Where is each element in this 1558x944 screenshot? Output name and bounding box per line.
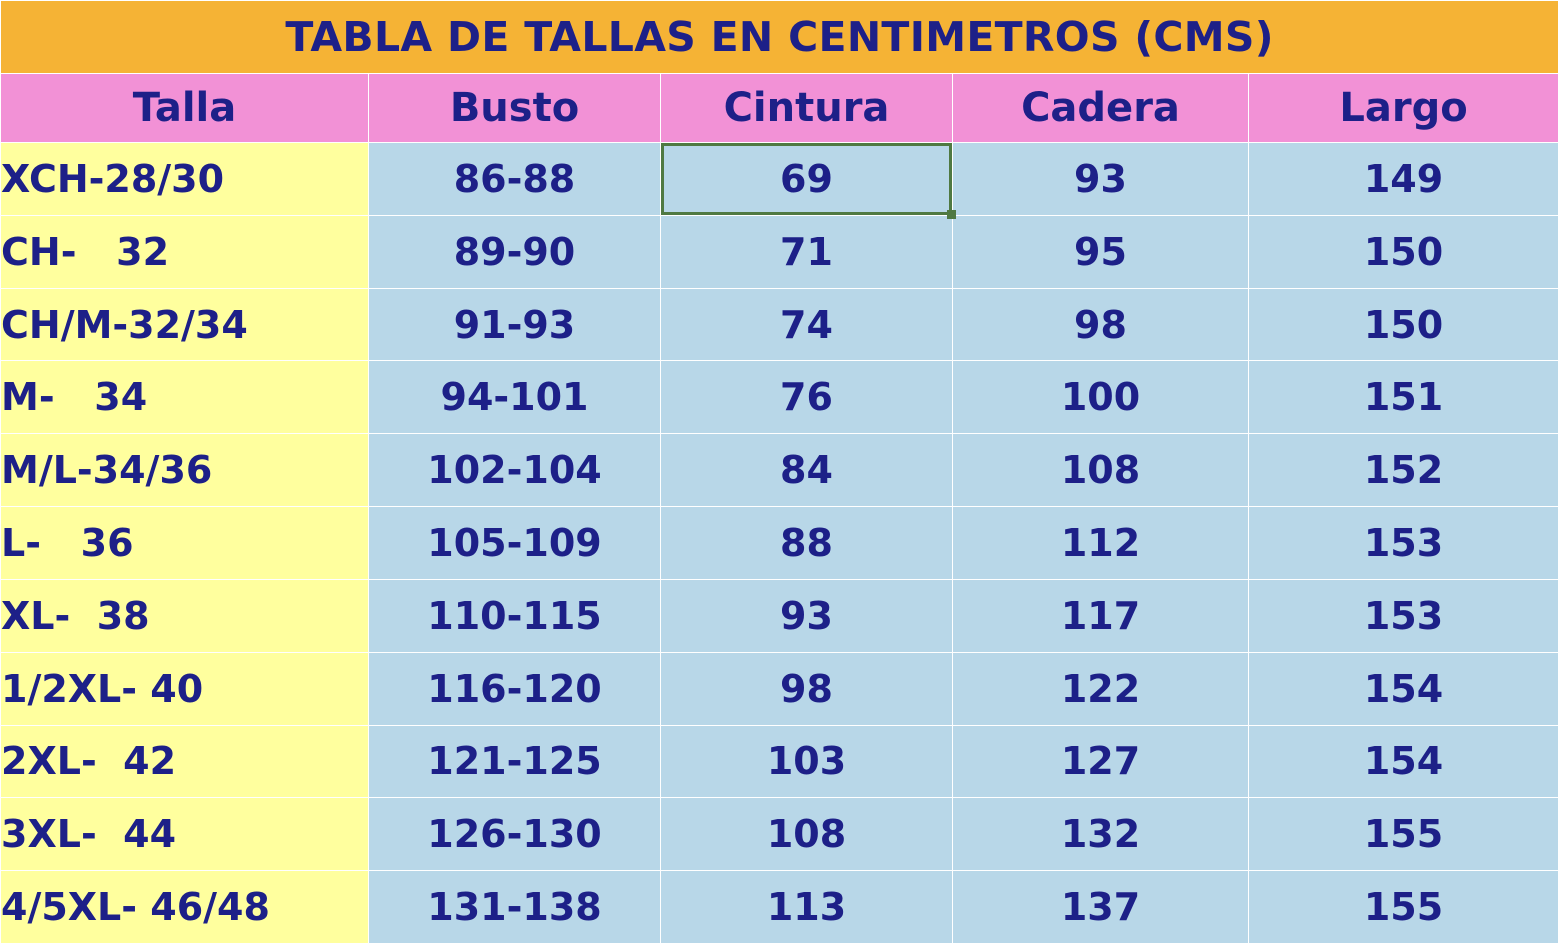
cell-cintura[interactable]: 98 — [661, 652, 953, 725]
cell-busto[interactable]: 126-130 — [369, 798, 661, 871]
cell-cadera[interactable]: 93 — [953, 143, 1249, 216]
cell-talla[interactable]: XL- 38 — [1, 579, 369, 652]
cell-talla[interactable]: M/L-34/36 — [1, 434, 369, 507]
column-header-largo: Largo — [1249, 74, 1558, 143]
cell-cadera[interactable]: 112 — [953, 507, 1249, 580]
column-header-busto: Busto — [369, 74, 661, 143]
cell-largo[interactable]: 153 — [1249, 507, 1558, 580]
cell-largo[interactable]: 151 — [1249, 361, 1558, 434]
cell-largo[interactable]: 149 — [1249, 143, 1558, 216]
table-row — [1, 143, 1558, 216]
cell-talla[interactable]: M- 34 — [1, 361, 369, 434]
table-title-row — [1, 1, 1558, 74]
cell-talla[interactable]: 2XL- 42 — [1, 725, 369, 798]
cell-busto[interactable]: 116-120 — [369, 652, 661, 725]
table-row — [1, 725, 1558, 798]
cell-talla[interactable]: CH- 32 — [1, 215, 369, 288]
cell-cintura[interactable]: 93 — [661, 579, 953, 652]
table-body — [1, 143, 1558, 944]
cell-talla[interactable]: L- 36 — [1, 507, 369, 580]
cell-busto[interactable]: 105-109 — [369, 507, 661, 580]
cell-cadera[interactable]: 100 — [953, 361, 1249, 434]
cell-cadera[interactable]: 127 — [953, 725, 1249, 798]
cell-cintura[interactable]: 74 — [661, 288, 953, 361]
table-row — [1, 652, 1558, 725]
cell-cadera[interactable]: 137 — [953, 871, 1249, 944]
cell-busto[interactable]: 102-104 — [369, 434, 661, 507]
cell-cintura[interactable]: 69 — [661, 143, 953, 216]
table-row — [1, 215, 1558, 288]
table-row — [1, 871, 1558, 944]
table-row — [1, 288, 1558, 361]
cell-talla[interactable]: 3XL- 44 — [1, 798, 369, 871]
cell-largo[interactable]: 150 — [1249, 288, 1558, 361]
cell-busto[interactable]: 89-90 — [369, 215, 661, 288]
cell-largo[interactable]: 150 — [1249, 215, 1558, 288]
cell-busto[interactable]: 110-115 — [369, 579, 661, 652]
cell-busto[interactable]: 121-125 — [369, 725, 661, 798]
cell-busto[interactable]: 86-88 — [369, 143, 661, 216]
cell-cadera[interactable]: 108 — [953, 434, 1249, 507]
cell-cintura[interactable]: 113 — [661, 871, 953, 944]
table-row — [1, 434, 1558, 507]
table-title: TABLA DE TALLAS EN CENTIMETROS (CMS) — [1, 1, 1558, 74]
cell-cintura[interactable]: 103 — [661, 725, 953, 798]
cell-talla[interactable]: 4/5XL- 46/48 — [1, 871, 369, 944]
cell-cintura[interactable]: 84 — [661, 434, 953, 507]
cell-largo[interactable]: 152 — [1249, 434, 1558, 507]
cell-cintura[interactable]: 108 — [661, 798, 953, 871]
cell-cintura[interactable]: 71 — [661, 215, 953, 288]
cell-cadera[interactable]: 95 — [953, 215, 1249, 288]
cell-talla[interactable]: XCH-28/30 — [1, 143, 369, 216]
cell-largo[interactable]: 155 — [1249, 871, 1558, 944]
cell-talla[interactable]: 1/2XL- 40 — [1, 652, 369, 725]
table-row — [1, 507, 1558, 580]
cell-cadera[interactable]: 98 — [953, 288, 1249, 361]
cell-talla[interactable]: CH/M-32/34 — [1, 288, 369, 361]
column-header-talla: Talla — [1, 74, 369, 143]
cell-largo[interactable]: 153 — [1249, 579, 1558, 652]
cell-cadera[interactable]: 117 — [953, 579, 1249, 652]
cell-cintura[interactable]: 88 — [661, 507, 953, 580]
cell-largo[interactable]: 154 — [1249, 725, 1558, 798]
cell-largo[interactable]: 154 — [1249, 652, 1558, 725]
cell-cintura[interactable]: 76 — [661, 361, 953, 434]
cell-cadera[interactable]: 122 — [953, 652, 1249, 725]
cell-busto[interactable]: 131-138 — [369, 871, 661, 944]
column-header-cintura: Cintura — [661, 74, 953, 143]
cell-busto[interactable]: 91-93 — [369, 288, 661, 361]
column-header-cadera: Cadera — [953, 74, 1249, 143]
table-header-row — [1, 74, 1558, 143]
table-row — [1, 798, 1558, 871]
table-row — [1, 579, 1558, 652]
cell-busto[interactable]: 94-101 — [369, 361, 661, 434]
cell-largo[interactable]: 155 — [1249, 798, 1558, 871]
cell-cadera[interactable]: 132 — [953, 798, 1249, 871]
table-row — [1, 361, 1558, 434]
